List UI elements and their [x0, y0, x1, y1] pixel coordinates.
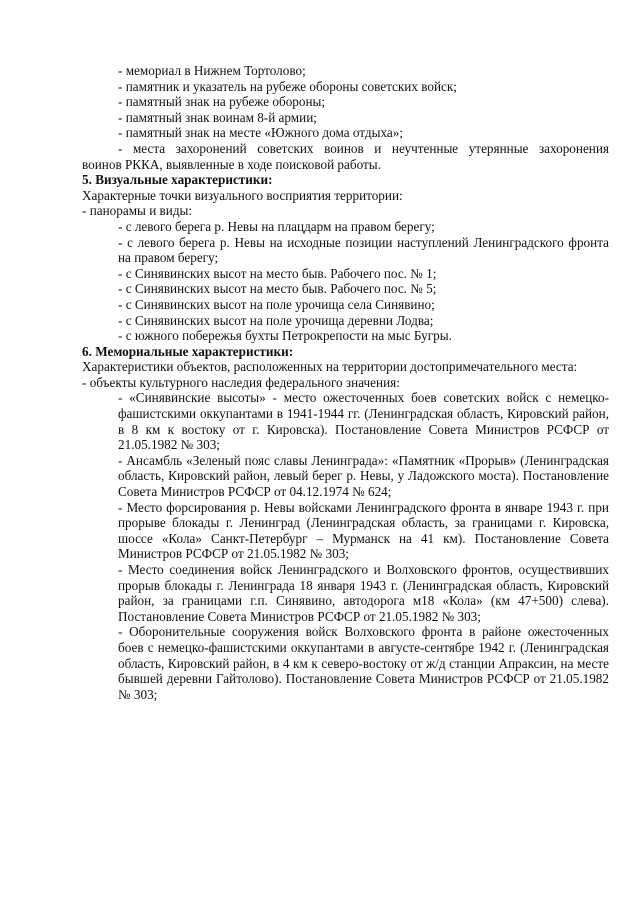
list-item: - с Синявинских высот на поле урочища деревни Лодва; — [118, 312, 434, 328]
list-item-line: воинов РККА, выявленные в ходе поисковой работы. — [82, 156, 381, 172]
list-item — [82, 141, 609, 172]
list-item: - Ансамбль «Зеленый пояс славы Ленинграда»: «Памятник «Прорыв» (Ленинградская область, Кировский район, левый берег р. Невы, у Ладожского моста). Постановление Совета Министров РСФСР от 04.12.1974 № 624; — [118, 452, 609, 500]
section-memorial — [82, 344, 609, 703]
list-item: - Оборонительные сооружения войск Волховского фронта в районе ожесточенных боев с немецко-фашистскими оккупантами в августе-сентябре 1942 г. (Ленинградская область, Кировский район, в 4 км к северо-востоку от ж/д станции Апраксин, на месте бывшей деревни Гайтолово). Постановление Совета Министров РСФСР от 21.05.1982 № 303; — [118, 624, 609, 702]
list-item: - Место форсирования р. Невы войсками Ленинградского фронта в январе 1943 г. при прорыве блокады г. Ленинград (Ленинградская область, за границами г. Кировска, шоссе «Кола» Санкт-Петербург – Мурманск на 41 км). Постановление Совета Министров РСФСР от 21.05.1982 № 303; — [118, 499, 609, 562]
list-item: - памятный знак на рубеже обороны; — [118, 94, 326, 110]
list-item: - с южного побережья бухты Петрокрепости на мыс Бугры. — [118, 328, 452, 344]
section-heading: 5. Визуальные характеристики: — [82, 172, 273, 188]
list-item: - с левого берега р. Невы на плацдарм на правом берегу; — [118, 218, 435, 234]
list-item: - с Синявинских высот на место быв. Рабочего пос. № 5; — [118, 281, 437, 297]
list-item: - памятный знак на месте «Южного дома отдыха»; — [118, 125, 403, 141]
list-item: - памятный знак воинам 8-й армии; — [118, 109, 317, 125]
section-intro: Характерные точки визуального восприятия территории: — [82, 187, 403, 203]
list-item: - с левого берега р. Невы на исходные позиции наступлений Ленинградского фронта на правом берегу; — [118, 234, 609, 266]
section-sub: - объекты культурного наследия федерального значения: — [82, 374, 400, 390]
monuments-list — [82, 63, 609, 172]
list-item: - с Синявинских высот на поле урочища села Синявино; — [118, 296, 435, 312]
section-visual — [82, 172, 609, 344]
list-item: - мемориал в Нижнем Тортолово; — [118, 63, 306, 78]
list-item: - памятник и указатель на рубеже обороны советских войск; — [118, 78, 457, 94]
section-sub: - панорамы и виды: — [82, 203, 193, 219]
document-page — [82, 63, 609, 702]
section-heading: 6. Мемориальные характеристики: — [82, 343, 294, 359]
list-item: - Место соединения войск Ленинградского и Волховского фронтов, осуществивших прорыв блокады г. Ленинграда 18 января 1943 г. (Ленинградская область, Кировский район, за границами г.п. Синявино, автодорога м18 «Кола» (км 47+500) слева). Постановление Совета Министров РСФСР от 21.05.1982 № 303; — [118, 562, 609, 624]
section-intro: Характеристики объектов, расположенных на территории достопримечательного места: — [82, 359, 578, 375]
list-item: - «Синявинские высоты» - место ожесточенных боев советских войск с немецко-фашистскими оккупантами в 1941-1944 гг. (Ленинградская область, Кировский район, в 8 км к востоку от г. Кировска). Постановление Совета Министров РСФСР от 21.05.1982 № 303; — [118, 390, 609, 453]
list-item-line: - места захоронений советских воинов и неучтенные утерянные захоронения — [118, 140, 609, 156]
list-item: - с Синявинских высот на место быв. Рабочего пос. № 1; — [118, 265, 437, 281]
